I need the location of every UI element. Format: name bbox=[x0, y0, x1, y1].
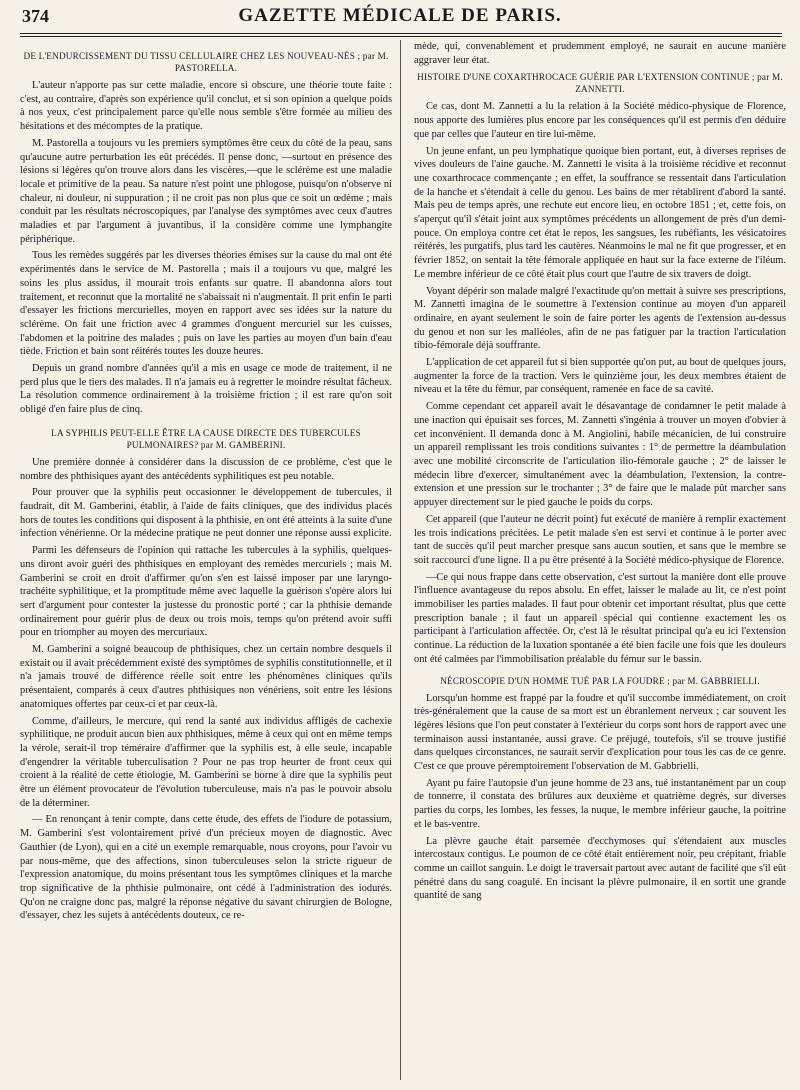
paragraph: — En renonçant à tenir compte, dans cette étude, des effets de l'iodure de potassium, M. Gamberini s'est volontairement privé d'un précieux moyen de diagnostic. Avec Gauthier (de Lyon), qui en a cité un exemple remarquable, nous croyons, pour l'avoir vu par nous-même, que des affections, sinon tuberculeuses selon la stricte rigueur de l'expression anatomique, du moins présentant tous les symptômes cliniques et la marche trop significative de la phthisie pulmonaire, ont cédé à l'administration des iodurés. Qu'on ne craigne donc pas, malgré la réponse négative du savant chirurgien de Bologne, d'essayer, chez les sujets à antécédents douteux, ce re- bbox=[20, 814, 392, 922]
paragraph: Un jeune enfant, un peu lymphatique quoique bien portant, eut, à diverses reprises de vives douleurs de l'aine gauche. M. Zannetti le visita à la troisième récidive et reconnut une coxarthrocace commençante ; en effet, la souffrance se ressentait dans l'articulation de la hanche et s'étendait à celle du genou. Les bains de mer rétablirent d'abord la santé. Mais peu de temps après, une rechute eut encore lieu, en octobre 1851 ; et, cette fois, on s'aperçut qu'il s'était joint aux symptômes précédents un allongement de près d'un demi-pouce. On employa contre cet état le repos, les sangsues, les rubéfiants, les vésicatoires réitérés, les purgatifs, plus tard les cautères. Néanmoins le mal ne fit que progresser, et en février 1852, on sentait la tête fémorale appliquée en haut sur la face externe de l'iléum. Le membre inférieur de ce côté était plus court que l'autre de six travers de doigt. bbox=[414, 145, 786, 280]
paragraph: Parmi les défenseurs de l'opinion qui rattache les tubercules à la syphilis, quelques-uns diront avoir guéri des phthisiques en employant des remèdes mercuriels ; mais M. Gamberini se croit en droit d'affirmer qu'on s'en est laissé imposer par une laryngo-trachéite syphilitique, et la promptitude même avec laquelle la guérison s'opère alors lui sert d'argument pour contester la justesse du pronostic porté ; car la phthisie demande ordinairement pour guérir plus de deux ou trois mois, temps qu'on prétend avoir suffi pour en triompher au moyen des mercuriaux. bbox=[20, 545, 392, 639]
continued-paragraph: mède, qui, convenablement et prudemment employé, ne saurait en aucune manière aggraver leur état. bbox=[414, 41, 786, 66]
article-title-pastorella: DE L'ENDURCISSEMENT DU TISSU CELLULAIRE CHEZ LES NOUVEAU-NÉS ; par M. PASTORELLA. bbox=[23, 51, 389, 73]
paragraph: Ayant pu faire l'autopsie d'un jeune homme de 23 ans, tué instantanément par un coup de tonnerre, il constata des brûlures aux deuxième et quatrième degrés, sur diverses parties du corps, les lombes, les fesses, la nuque, le membre inférieur gauche, la poitrine et le bas-ventre. bbox=[414, 777, 786, 830]
paragraph: Une première donnée à considérer dans la discussion de ce problème, c'est que le nombre des phthisiques ayant des antécédents syphilitiques est peu notable. bbox=[20, 456, 392, 482]
paragraph: Comme, d'ailleurs, le mercure, qui rend la santé aux individus affligés de cachexie syphilitique, ne produit aucun bien aux phthisiques, même à ceux qui ont en même temps la vérole, serait-il trop téméraire d'affirmer que la syphilis est, à elle seule, incapable d'engendrer la véritable tuberculisation ? Pour ne pas trop heurter de front ceux qui croient à la réalité de cette étiologie, M. Gamberini se borne à dire que la syphilis peut être un élément provocateur de l'évolution tuberculeuse, mais n'a pas le pouvoir absolu de la déterminer. bbox=[20, 715, 392, 809]
paragraph: —Ce qui nous frappe dans cette observation, c'est surtout la manière dont elle prouve l'influence avantageuse du repos absolu. En effet, laisser le malade au lit, ce n'est point immobiliser les parties malades. Il faut pour obtenir cet important résultat, plus que cette prescription banale ; il faut un appareil spécial qui contienne exactement les os participant à l'articulation affectée. Or, c'est là le résultat principal qu'a eu ici l'extension continue. La réduction de la luxation spontanée a été bien facile une fois que les douleurs ont été calmées par l'immobilisation préalable du fémur sur le bassin. bbox=[414, 571, 786, 665]
paragraph: Pour prouver que la syphilis peut occasionner le développement de tubercules, il faudrait, dit M. Gamberini, établir, à l'aide de faits cliniques, que des individus placés hors de toutes les conditions qui disposent à la phthisie, en ont été atteints à la suite d'une infection vénérienne. Or la médecine pratique ne peut donner une réponse aussi explicite. bbox=[20, 487, 392, 540]
paragraph: L'application de cet appareil fut si bien supportée qu'on put, au bout de quelques jours, augmenter la force de la traction. Vers le quinzième jour, les deux membres étaient de niveau et la tête du fémur, par conséquent, ramenée en face de sa cavité. bbox=[414, 357, 786, 396]
paragraph: Voyant dépérir son malade malgré l'exactitude qu'on mettait à suivre ses prescriptions, M. Zannetti imagina de le soumettre à l'extension continue au moyen d'un appareil ordinaire, en ayant seulement le soin de faire porter les agents de l'extension au-dessus du genou et non sur les malléoles, afin de ne pas fatiguer par la traction l'articulation tibio-fémorale déjà souffrante. bbox=[414, 285, 786, 352]
header-rule bbox=[20, 33, 782, 37]
journal-title: GAZETTE MÉDICALE DE PARIS. bbox=[238, 5, 562, 26]
right-column bbox=[414, 40, 786, 906]
paragraph: La plèvre gauche était parsemée d'ecchymoses qui s'étendaient aux muscles intercostaux contigus. Le poumon de ce côté était entièrement noir, peu crépitant, friable comme un caillot sanguin. Le doigt le traversait partout avec autant de facilité que s'il eût pénétré dans du sang coagulé. En incisant la plèvre pulmonaire, il en sortit une grande quantité de sang bbox=[414, 835, 786, 902]
paragraph: L'auteur n'apporte pas sur cette maladie, encore si obscure, une théorie toute faite : c'est, au contraire, d'après son expérience qu'il conclut, et si son opinion a quelque poids à nos yeux, c'est principalement parce qu'elle nous semble s'être formée au milieu des hésitations et des mécomptes de la pratique. bbox=[20, 80, 392, 133]
paragraph: Lorsqu'un homme est frappé par la foudre et qu'il succombe immédiatement, on croit très-généralement que la cause de sa mort est un ébranlement nerveux ; car souvent les légères lésions que l'on peut constater à l'extérieur du corps sont hors de rapport avec une terminaison aussi instantanée, aussi grave. Ce préjugé, toutefois, s'il se trouve justifié dans quelques circonstances, ne saurait servir d'explication pour tous les cas de ce genre. C'est ce que prouve péremptoirement l'observation de M. Gabbrielli. bbox=[414, 692, 786, 773]
paragraph: Depuis un grand nombre d'années qu'il a mis en usage ce mode de traitement, il ne perd plus que le tiers des malades. Il n'a jamais eu à regretter le moindre résultat fâcheux. La résolution commence ordinairement à la troisième friction ; il est rare qu'on soit obligé d'en faire plus de cinq. bbox=[20, 363, 392, 416]
article-title-zannetti: HISTOIRE D'UNE COXARTHROCACE GUÉRIE PAR L'EXTENSION CONTINUE ; par M. ZANNETTI. bbox=[417, 72, 783, 95]
paragraph: Comme cependant cet appareil avait le désavantage de condamner le petit malade à une inaction qui épuisait ses forces, M. Zannetti s'ingénia à trouver un moyen d'obvier à cet inconvénient. Il demanda donc à M. Angiolini, habile mécanicien, de lui construire un appareil remplissant les trois conditions suivantes : 1° de permettre la déambulation avec une mobilité circonscrite de l'articulation ilio-fémorale gauche ; 2° de laisser le médecin libre d'exercer, simultanément avec la déambulation, l'extension, la contre-extension et une pression sur le trochanter ; 3° de faire que le malade pût marcher sans appuyer directement sur le pied gauche le poids du corps. bbox=[414, 401, 786, 509]
paragraph: Tous les remèdes suggérés par les diverses théories émises sur la cause du mal ont été expérimentés dans le service de M. Pastorella ; mais il a toujours vu que, malgré les soins les plus assidus, il mourait trois enfants sur quatre. Il abandonna alors tout traitement, et reconnut que la mortalité ne s'abaissait ni n'augmentait. Il prit enfin le parti d'essayer les frictions mercurielles, moyen en rapport avec ses idées sur la nature du sclérème. On fait une friction avec 4 grammes d'onguent mercuriel sur les cuisses, l'abdomen et la poitrine des malades ; puis on lave les parties au moyen d'un bain d'eau tiède. Friction et bain sont réitérés toutes les douze heures. bbox=[20, 250, 392, 358]
left-column bbox=[20, 46, 392, 926]
article-title-gabbrielli: NÉCROSCOPIE D'UN HOMME TUÉ PAR LA FOUDRE ; par M. GABBRIELLI. bbox=[440, 675, 760, 686]
paragraph: M. Pastorella a toujours vu les premiers symptômes être ceux du côté de la peau, sans qu'aucune autre perturbation les eût précédés. Il pense donc, —surtout en présence des lésions si légères qu'on trouve alors dans les viscères,—que le sclérème est une maladie locale et primitive de la peau. Sa nature n'est point une phlogose, puisqu'on n'observe ni chaleur, ni douleur, ni suppuration ; il ne croit pas non plus que ce soit un œdème ; mais conduit par les résultats nécroscopiques, par l'analyse des symptômes avec ceux d'autres maladies et par l'argument à juvantibus, il la considère comme une lymphangite périphérique. bbox=[20, 137, 392, 245]
paragraph: M. Gamberini a soigné beaucoup de phthisiques, chez un certain nombre desquels il existait ou il avait précédemment existé des symptômes de syphilis constitutionnelle, et il n'a jamais trouvé de différence réelle soit entre les phénomènes cliniques qu'ils présentaient, comparés à ceux d'autres phthisiques non vénériens, soit entre les lésions anatomiques offertes par ceux-ci et par ceux-là. bbox=[20, 644, 392, 710]
paragraph: Cet appareil (que l'auteur ne décrit point) fut exécuté de manière à remplir exactement les trois indications précitées. Le petit malade s'en est servi et continue à le porter avec tant de succès qu'il peut marcher presque sans aucun soutien, et sans que le membre se soit raccourci d'une ligne. Il a pu être présenté à la Société médico-physique de Florence. bbox=[414, 513, 786, 566]
page-number: 374 bbox=[22, 6, 49, 26]
article-title-gamberini: LA SYPHILIS PEUT-ELLE ÊTRE LA CAUSE DIRECTE DES TUBERCULES PULMONAIRES? par M. GAMBERINI. bbox=[51, 427, 361, 450]
paragraph: Ce cas, dont M. Zannetti a lu la relation à la Société médico-physique de Florence, nous apporte des lumières plus encore par les conséquences qu'il est permis d'en déduire que par celles que l'auteur en tire lui-même. bbox=[414, 101, 786, 140]
column-divider bbox=[400, 40, 401, 1080]
